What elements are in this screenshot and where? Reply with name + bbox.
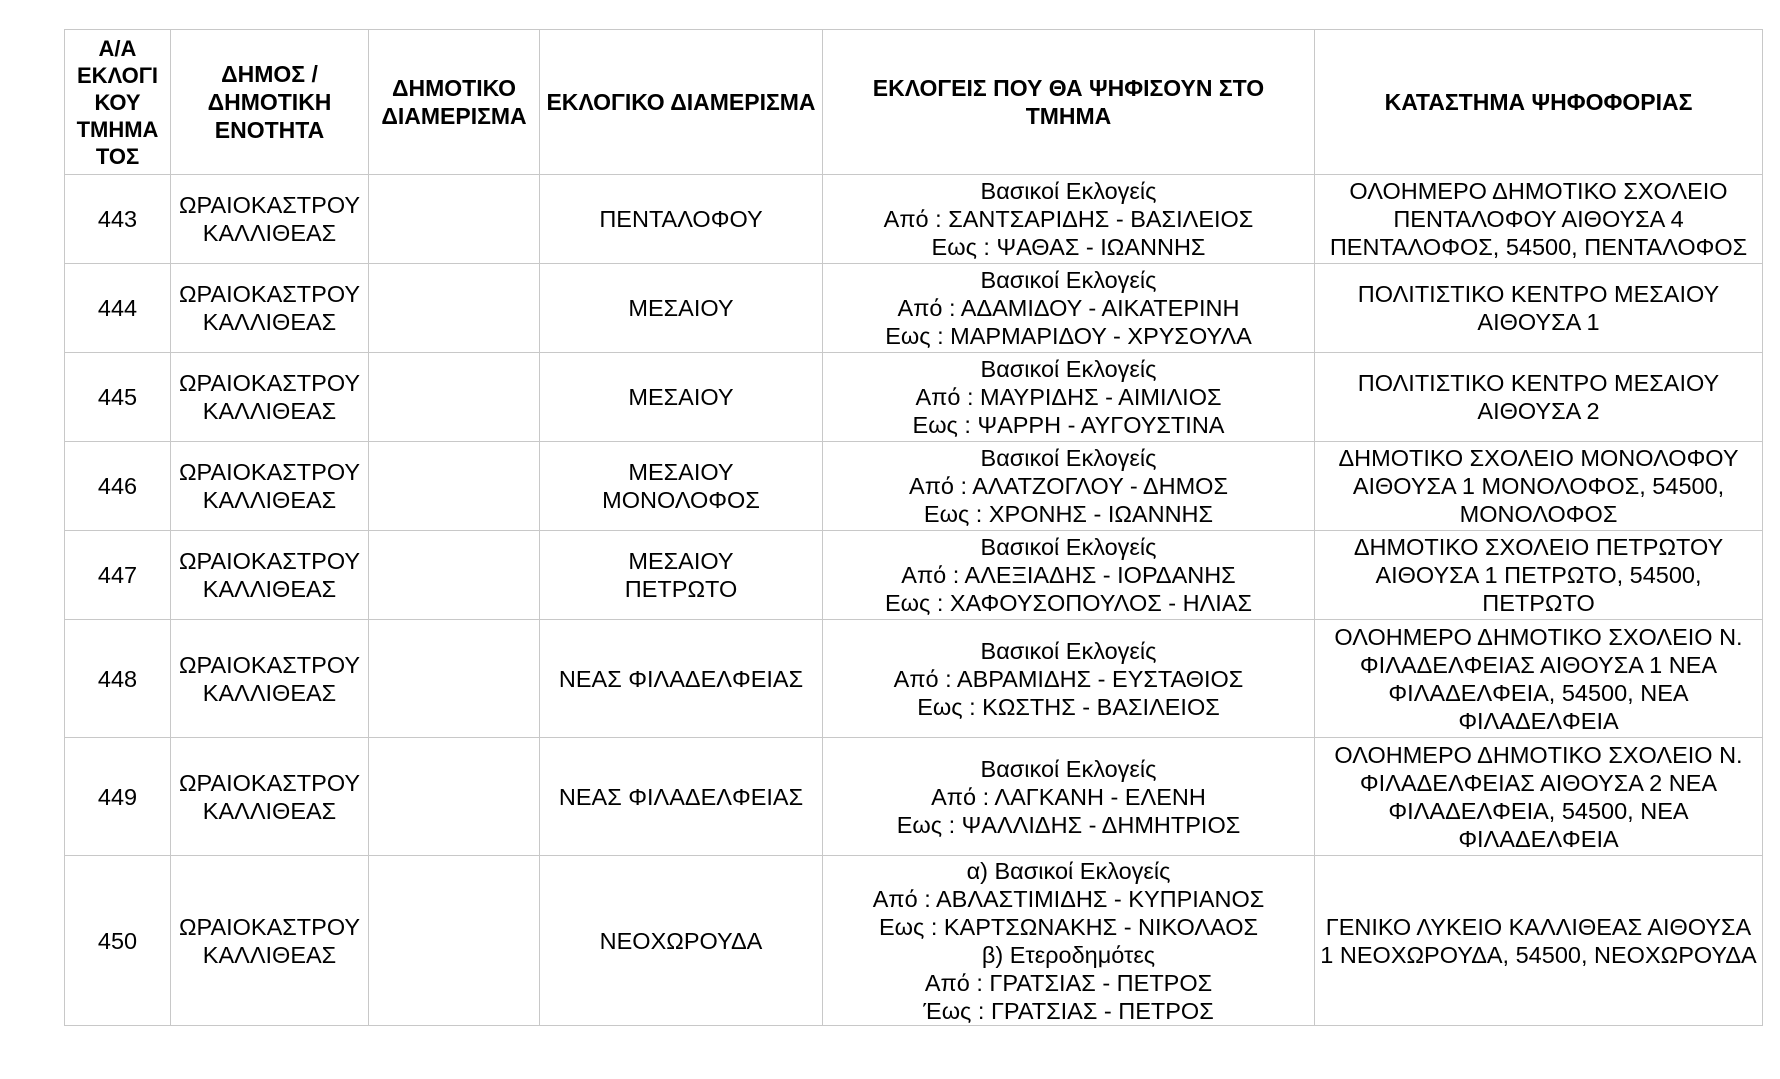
ekloges-line: Βασικοί Εκλογείς: [980, 637, 1157, 664]
cell-eklogiko-diamerisma: [540, 175, 823, 264]
header-katastima: ΚΑΤΑΣΤΗΜΑ ΨΗΦΟΦΟΡΙΑΣ: [1315, 30, 1763, 175]
cell-katastima: ΟΛΟΗΜΕΡΟ ΔΗΜΟΤΙΚΟ ΣΧΟΛΕΙΟ Ν. ΦΙΛΑΔΕΛΦΕΙΑΣ ΑΙΘΟΥΣΑ 2 ΝΕΑ ΦΙΛΑΔΕΛΦΕΙΑ, 54500, ΝΕΑ ΦΙΛΑΔΕΛΦΕΙΑ: [1315, 738, 1763, 856]
table-row: [65, 442, 1763, 531]
cell-eklogiko-diamerisma: [540, 531, 823, 620]
cell-dimotiko-diamerisma: [369, 175, 540, 264]
ekloges-line: Βασικοί Εκλογείς: [980, 267, 1157, 293]
ekloges-line: Από : ΓΡΑΤΣΙΑΣ - ΠΕΤΡΟΣ: [924, 969, 1213, 996]
ekloges-line: Από : ΑΒΡΑΜΙΔΗΣ - ΕΥΣΤΑΘΙΟΣ: [893, 665, 1244, 692]
cell-dimos: [171, 264, 369, 353]
ekloges-line: β) Ετεροδημότες: [981, 941, 1156, 968]
cell-katastima: ΠΟΛΙΤΙΣΤΙΚΟ ΚΕΝΤΡΟ ΜΕΣΑΙΟΥ ΑΙΘΟΥΣΑ 1: [1315, 264, 1763, 353]
cell-eklogiko-diamerisma: [540, 620, 823, 738]
header-ekloges: ΕΚΛΟΓΕΙΣ ΠΟΥ ΘΑ ΨΗΦΙΣΟΥΝ ΣΤΟ ΤΜΗΜΑ: [823, 30, 1315, 175]
eklogiko-line-1: ΝΕΑΣ ΦΙΛΑΔΕΛΦΕΙΑΣ: [558, 665, 804, 692]
dimos-line-1: ΩΡΑΙΟΚΑΣΤΡΟΥ: [178, 281, 361, 307]
cell-dimos: [171, 175, 369, 264]
dimos-line-2: ΚΑΛΛΙΘΕΑΣ: [202, 576, 337, 602]
ekloges-line: Εως : ΜΑΡΜΑΡΙΔΟΥ - ΧΡΥΣΟΥΛΑ: [885, 323, 1252, 349]
header-dimotiko-diamerisma: ΔΗΜΟΤΙΚΟ ΔΙΑΜΕΡΙΣΜΑ: [369, 30, 540, 175]
ekloges-line: Από : ΣΑΝΤΣΑΡΙΔΗΣ - ΒΑΣΙΛΕΙΟΣ: [883, 206, 1254, 232]
eklogiko-line-1: ΜΕΣΑΙΟΥ: [628, 548, 734, 574]
cell-aa: 446: [65, 442, 171, 531]
cell-dimotiko-diamerisma: [369, 531, 540, 620]
cell-ekloges: [823, 531, 1315, 620]
cell-ekloges: [823, 856, 1315, 1026]
ekloges-line: Εως : ΧΡΟΝΗΣ - ΙΩΑΝΝΗΣ: [923, 501, 1214, 527]
cell-dimos: [171, 353, 369, 442]
dimos-line-1: ΩΡΑΙΟΚΑΣΤΡΟΥ: [178, 651, 361, 678]
cell-eklogiko-diamerisma: [540, 738, 823, 856]
cell-katastima: ΠΟΛΙΤΙΣΤΙΚΟ ΚΕΝΤΡΟ ΜΕΣΑΙΟΥ ΑΙΘΟΥΣΑ 2: [1315, 353, 1763, 442]
cell-katastima: ΓΕΝΙΚΟ ΛΥΚΕΙΟ ΚΑΛΛΙΘΕΑΣ ΑΙΘΟΥΣΑ 1 ΝΕΟΧΩΡΟΥΔΑ, 54500, ΝΕΟΧΩΡΟΥΔΑ: [1315, 856, 1763, 1026]
cell-dimos: [171, 442, 369, 531]
eklogiko-line-1: ΝΕΑΣ ΦΙΛΑΔΕΛΦΕΙΑΣ: [558, 783, 804, 810]
cell-katastima: ΟΛΟΗΜΕΡΟ ΔΗΜΟΤΙΚΟ ΣΧΟΛΕΙΟ ΠΕΝΤΑΛΟΦΟΥ ΑΙΘΟΥΣΑ 4 ΠΕΝΤΑΛΟΦΟΣ, 54500, ΠΕΝΤΑΛΟΦΟΣ: [1315, 175, 1763, 264]
ekloges-line: Βασικοί Εκλογείς: [980, 356, 1157, 382]
ekloges-line: Από : ΛΑΓΚΑΝΗ - ΕΛΕΝΗ: [931, 783, 1206, 810]
dimos-line-2: ΚΑΛΛΙΘΕΑΣ: [202, 941, 337, 968]
table-row: [65, 856, 1763, 1026]
eklogiko-line-1: ΜΕΣΑΙΟΥ: [628, 295, 734, 321]
ekloges-line: Έως : ΓΡΑΤΣΙΑΣ - ΠΕΤΡΟΣ: [923, 997, 1214, 1024]
cell-dimos: [171, 738, 369, 856]
ekloges-line: Από : ΑΛΑΤΖΟΓΛΟΥ - ΔΗΜΟΣ: [909, 473, 1228, 499]
eklogiko-line-1: ΠΕΝΤΑΛΟΦΟΥ: [599, 206, 763, 232]
eklogiko-line-1: ΜΕΣΑΙΟΥ: [628, 459, 734, 485]
eklogiko-line-2: ΜΟΝΟΛΟΦΟΣ: [602, 487, 760, 513]
cell-ekloges: [823, 620, 1315, 738]
ekloges-line: Βασικοί Εκλογείς: [980, 534, 1157, 560]
cell-dimos: [171, 620, 369, 738]
cell-katastima: ΔΗΜΟΤΙΚΟ ΣΧΟΛΕΙΟ ΜΟΝΟΛΟΦΟΥ ΑΙΘΟΥΣΑ 1 ΜΟΝΟΛΟΦΟΣ, 54500, ΜΟΝΟΛΟΦΟΣ: [1315, 442, 1763, 531]
ekloges-line: Από : ΑΔΑΜΙΔΟΥ - ΑΙΚΑΤΕΡΙΝΗ: [897, 295, 1240, 321]
cell-dimos: [171, 531, 369, 620]
cell-aa: 445: [65, 353, 171, 442]
polling-stations-table: [64, 29, 1763, 1026]
cell-aa: 448: [65, 620, 171, 738]
cell-eklogiko-diamerisma: [540, 353, 823, 442]
ekloges-line: Εως : ΚΩΣΤΗΣ - ΒΑΣΙΛΕΙΟΣ: [917, 693, 1220, 720]
header-dimos: ΔΗΜΟΣ / ΔΗΜΟΤΙΚΗ ΕΝΟΤΗΤΑ: [171, 30, 369, 175]
dimos-line-1: ΩΡΑΙΟΚΑΣΤΡΟΥ: [178, 459, 361, 485]
table-row: [65, 531, 1763, 620]
ekloges-line: Από : ΑΒΛΑΣΤΙΜΙΔΗΣ - ΚΥΠΡΙΑΝΟΣ: [872, 885, 1265, 912]
dimos-line-1: ΩΡΑΙΟΚΑΣΤΡΟΥ: [178, 370, 361, 396]
ekloges-line: Εως : ΨΑΘΑΣ - ΙΩΑΝΝΗΣ: [931, 234, 1206, 260]
cell-aa: 443: [65, 175, 171, 264]
dimos-line-2: ΚΑΛΛΙΘΕΑΣ: [202, 220, 337, 246]
dimos-line-2: ΚΑΛΛΙΘΕΑΣ: [202, 797, 337, 824]
cell-aa: 444: [65, 264, 171, 353]
cell-ekloges: [823, 353, 1315, 442]
cell-dimotiko-diamerisma: [369, 264, 540, 353]
dimos-line-2: ΚΑΛΛΙΘΕΑΣ: [202, 679, 337, 706]
cell-aa: 447: [65, 531, 171, 620]
cell-ekloges: [823, 175, 1315, 264]
table-row: [65, 738, 1763, 856]
eklogiko-line-1: ΝΕΟΧΩΡΟΥΔΑ: [599, 927, 763, 954]
cell-dimotiko-diamerisma: [369, 353, 540, 442]
ekloges-line: Εως : ΚΑΡΤΣΩΝΑΚΗΣ - ΝΙΚΟΛΑΟΣ: [878, 913, 1259, 940]
cell-eklogiko-diamerisma: [540, 856, 823, 1026]
dimos-line-1: ΩΡΑΙΟΚΑΣΤΡΟΥ: [178, 769, 361, 796]
ekloges-line: Εως : ΧΑΦΟΥΣΟΠΟΥΛΟΣ - ΗΛΙΑΣ: [884, 590, 1253, 616]
dimos-line-2: ΚΑΛΛΙΘΕΑΣ: [202, 309, 337, 335]
cell-dimotiko-diamerisma: [369, 442, 540, 531]
ekloges-line: Εως : ΨΑΡΡΗ - ΑΥΓΟΥΣΤΙΝΑ: [912, 412, 1225, 438]
table-header-row: [65, 30, 1763, 175]
cell-ekloges: [823, 264, 1315, 353]
cell-aa: 450: [65, 856, 171, 1026]
ekloges-line: Βασικοί Εκλογείς: [980, 178, 1157, 204]
eklogiko-line-2: ΠΕΤΡΩΤΟ: [624, 576, 738, 602]
cell-dimotiko-diamerisma: [369, 620, 540, 738]
cell-ekloges: [823, 738, 1315, 856]
dimos-line-2: ΚΑΛΛΙΘΕΑΣ: [202, 487, 337, 513]
table-row: [65, 264, 1763, 353]
dimos-line-1: ΩΡΑΙΟΚΑΣΤΡΟΥ: [178, 548, 361, 574]
cell-eklogiko-diamerisma: [540, 442, 823, 531]
dimos-line-2: ΚΑΛΛΙΘΕΑΣ: [202, 398, 337, 424]
cell-katastima: ΟΛΟΗΜΕΡΟ ΔΗΜΟΤΙΚΟ ΣΧΟΛΕΙΟ Ν. ΦΙΛΑΔΕΛΦΕΙΑΣ ΑΙΘΟΥΣΑ 1 ΝΕΑ ΦΙΛΑΔΕΛΦΕΙΑ, 54500, ΝΕΑ ΦΙΛΑΔΕΛΦΕΙΑ: [1315, 620, 1763, 738]
cell-dimotiko-diamerisma: [369, 738, 540, 856]
cell-dimos: [171, 856, 369, 1026]
ekloges-line: Βασικοί Εκλογείς: [980, 445, 1157, 471]
ekloges-line: α) Βασικοί Εκλογείς: [966, 857, 1171, 884]
table-row: [65, 175, 1763, 264]
ekloges-line: Από : ΑΛΕΞΙΑΔΗΣ - ΙΟΡΔΑΝΗΣ: [901, 562, 1236, 588]
header-aa: Α/Α ΕΚΛΟΓΙ ΚΟΥ ΤΜΗΜΑ ΤΟΣ: [65, 30, 171, 175]
document-page: [64, 29, 1762, 1026]
cell-dimotiko-diamerisma: [369, 856, 540, 1026]
table-row: [65, 620, 1763, 738]
cell-aa: 449: [65, 738, 171, 856]
dimos-line-1: ΩΡΑΙΟΚΑΣΤΡΟΥ: [178, 192, 361, 218]
eklogiko-line-1: ΜΕΣΑΙΟΥ: [628, 384, 734, 410]
ekloges-line: Από : ΜΑΥΡΙΔΗΣ - ΑΙΜΙΛΙΟΣ: [915, 384, 1222, 410]
ekloges-line: Εως : ΨΑΛΛΙΔΗΣ - ΔΗΜΗΤΡΙΟΣ: [896, 811, 1241, 838]
cell-katastima: ΔΗΜΟΤΙΚΟ ΣΧΟΛΕΙΟ ΠΕΤΡΩΤΟΥ ΑΙΘΟΥΣΑ 1 ΠΕΤΡΩΤΟ, 54500, ΠΕΤΡΩΤΟ: [1315, 531, 1763, 620]
ekloges-line: Βασικοί Εκλογείς: [980, 755, 1157, 782]
cell-ekloges: [823, 442, 1315, 531]
table-row: [65, 353, 1763, 442]
dimos-line-1: ΩΡΑΙΟΚΑΣΤΡΟΥ: [178, 913, 361, 940]
header-eklogiko-diamerisma: ΕΚΛΟΓΙΚΟ ΔΙΑΜΕΡΙΣΜΑ: [540, 30, 823, 175]
cell-eklogiko-diamerisma: [540, 264, 823, 353]
